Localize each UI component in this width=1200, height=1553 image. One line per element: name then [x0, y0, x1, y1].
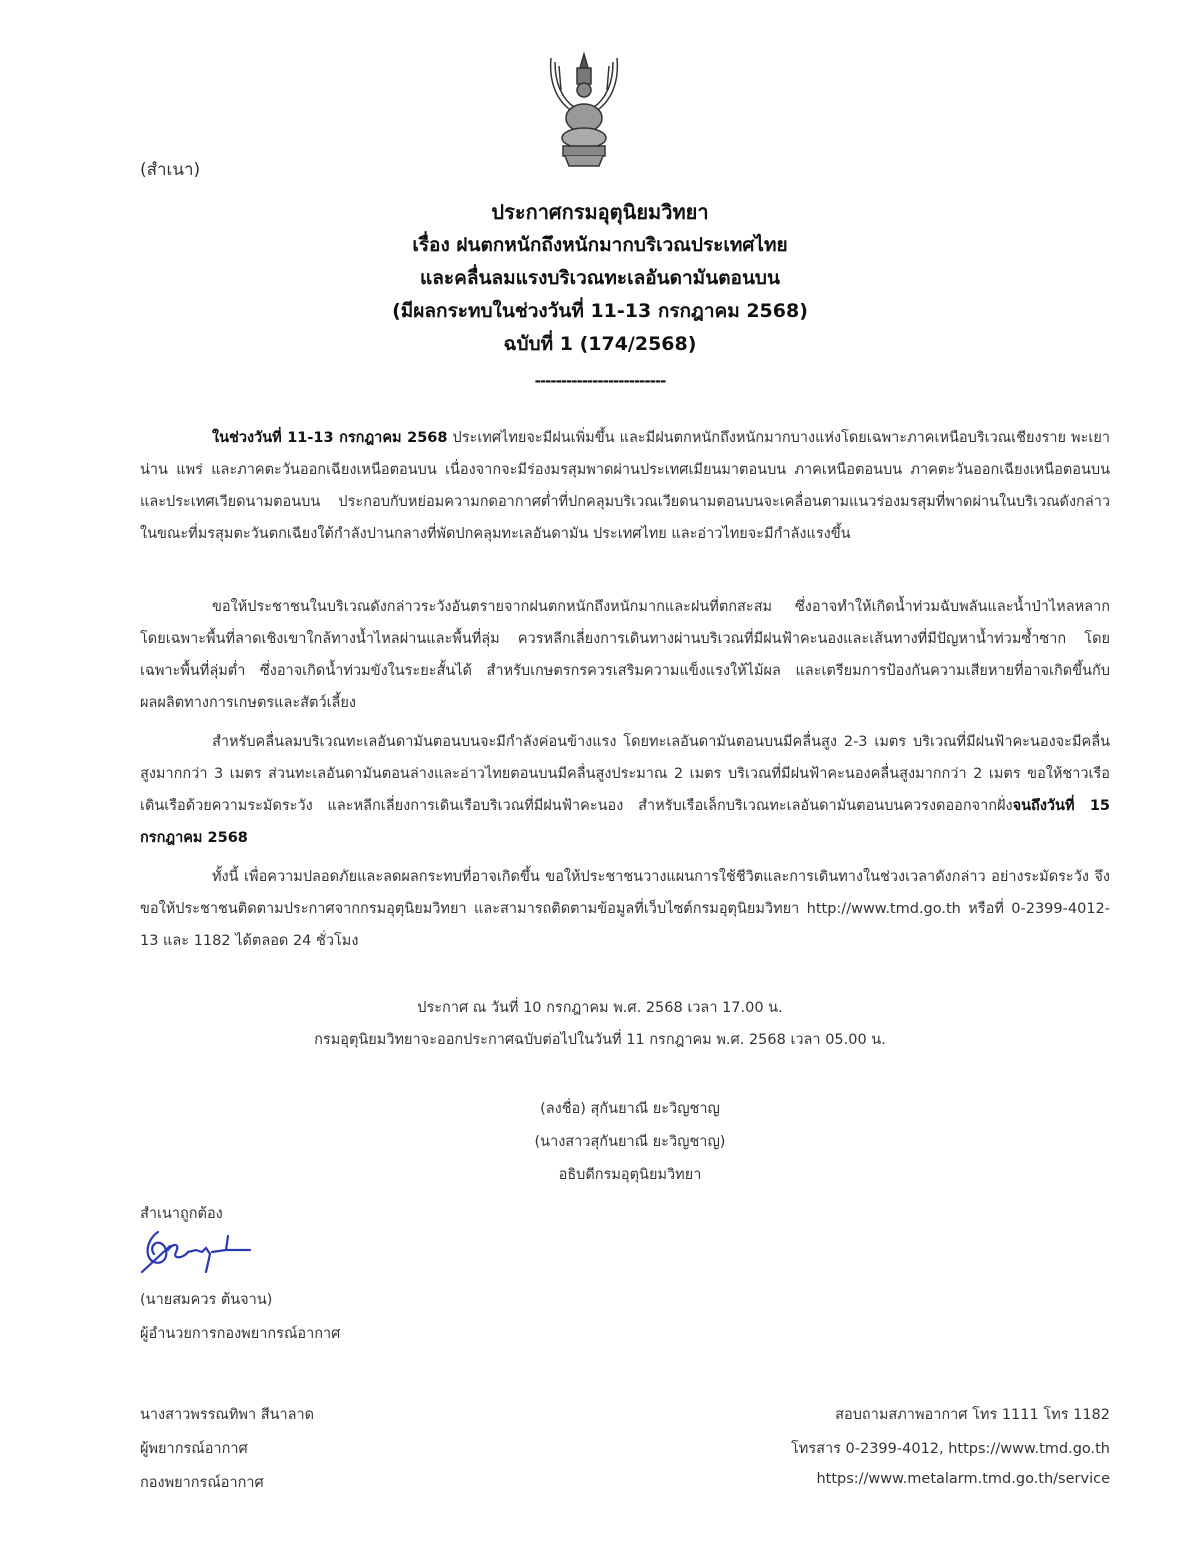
contact-fax-website: โทรสาร 0-2399-4012, https://www.tmd.go.th [791, 1441, 1110, 1457]
marine-until-date: จนถึงวันที่ 15 กรกฎาคม 2568 [140, 798, 1110, 846]
title-line-subject-2: และคลื่นลมแรงบริเวณทะเลอันดามันตอนบน [420, 267, 780, 289]
title-line-subject: เรื่อง ฝนตกหนักถึงหนักมากบริเวณประเทศไทย [412, 234, 788, 256]
signatory-signed: (ลงชื่อ) สุกันยาณี ยะวิญชาญ [540, 1101, 720, 1117]
forecast-period: ในช่วงวันที่ 11-13 กรกฎาคม 2568 [212, 430, 448, 446]
contact-metalarm-link[interactable]: https://www.metalarm.tmd.go.th/service [816, 1471, 1110, 1487]
signatory-name: (นางสาวสุกันยาณี ยะวิญชาญ) [534, 1134, 726, 1150]
certifier-position: ผู้อำนวยการกองพยากรณ์อากาศ [140, 1326, 341, 1342]
garuda-emblem-icon [545, 50, 623, 170]
title-line-period: (มีผลกระทบในช่วงวันที่ 11-13 กรกฎาคม 2568) [392, 300, 808, 322]
title-line-issue-number: ฉบับที่ 1 (174/2568) [503, 333, 697, 355]
contact-phone: สอบถามสภาพอากาศ โทร 1111 โทร 1182 [835, 1407, 1110, 1423]
certifier-name: (นายสมควร ต้นจาน) [140, 1292, 273, 1308]
paragraph-forecast: ในช่วงวันที่ 11-13 กรกฎาคม 2568 ประเทศไทยจะมีฝนเพิ่มขึ้น และมีฝนตกหนักถึงหนักมากบางแห่งโดยเฉพาะภาคเหนือบริเวณเชียงราย พะเยา น่าน แพร่ และภาคตะวันออกเฉียงเหนือตอนบน เนื่องจากจะมีร่องมรสุมพาดผ่านประเทศเมียนมาตอนบน ภาคเหนือตอนบน ภาคตะวันออกเฉียงเหนือตอนบน และประเทศเวียดนามตอนบน ประกอบกับหย่อมความกดอากาศต่ำที่ปกคลุมบริเวณเวียดนามตอนบนจะเคลื่อนตามแนวร่องมรสุมที่พาดผ่านในบริเวณดังกล่าว ในขณะที่มรสุมตะวันตกเฉียงใต้กำลังปานกลางที่พัดปกคลุมทะเลอันดามัน ประเทศไทย และอ่าวไทยจะมีกำลังแรงขึ้น [140, 430, 1110, 542]
signatory-position: อธิบดีกรมอุตุนิยมวิทยา [558, 1167, 702, 1183]
certified-copy-label: สำเนาถูกต้อง [140, 1206, 223, 1222]
forecaster-division: กองพยากรณ์อากาศ [140, 1475, 264, 1491]
copy-mark: (สำเนา) [140, 160, 201, 180]
announcement-title [0, 196, 1200, 361]
issued-date: ประกาศ ณ วันที่ 10 กรกฎาคม พ.ศ. 2568 เวลา 17.00 น. [417, 1000, 783, 1016]
paragraph-warning: ขอให้ประชาชนในบริเวณดังกล่าวระวังอันตรายจากฝนตกหนักถึงหนักมากและฝนที่ตกสะสม ซึ่งอาจทำให้เกิดน้ำท่วมฉับพลันและน้ำป่าไหลหลาก โดยเฉพาะพื้นที่ลาดเชิงเขาใกล้ทางน้ำไหลผ่านและพื้นที่ลุ่ม ควรหลีกเลี่ยงการเดินทางผ่านบริเวณที่มีฝนฟ้าคะนองและเส้นทางที่มีปัญหาน้ำท่วมซ้ำซาก โดยเฉพาะพื้นที่ลุ่มต่ำ ซึ่งอาจเกิดน้ำท่วมขังในระยะสั้นได้ สำหรับเกษตรกรควรเสริมความแข็งแรงให้ไม้ผล และเตรียมการป้องกันความเสียหายที่อาจเกิดขึ้นกับผลผลิตทางการเกษตรและสัตว์เลี้ยง [140, 599, 1110, 711]
paragraph-marine: สำหรับคลื่นลมบริเวณทะเลอันดามันตอนบนจะมีกำลังค่อนข้างแรง โดยทะเลอันดามันตอนบนมีคลื่นสูง 2-3 เมตร บริเวณที่มีฝนฟ้าคะนองจะมีคลื่นสูงมากกว่า 3 เมตร ส่วนทะเลอันดามันตอนล่างและอ่าวไทยตอนบนมีคลื่นสูงประมาณ 2 เมตร บริเวณที่มีฝนฟ้าคะนองคลื่นสูงมากกว่า 2 เมตร ขอให้ชาวเรือเดินเรือด้วยความระมัดระวัง และหลีกเลี่ยงการเดินเรือบริเวณที่มีฝนฟ้าคะนอง สำหรับเรือเล็กบริเวณทะเลอันดามันตอนบนควรงดออกจากฝั่งจนถึงวันที่ 15 กรกฎาคม 2568 [140, 734, 1110, 846]
title-line-agency: ประกาศกรมอุตุนิยมวิทยา [491, 200, 709, 224]
next-issue-note: กรมอุตุนิยมวิทยาจะออกประกาศฉบับต่อไปในวันที่ 11 กรกฎาคม พ.ศ. 2568 เวลา 05.00 น. [314, 1032, 886, 1048]
title-separator: ------------------------- [534, 372, 666, 390]
paragraph-advice: ทั้งนี้ เพื่อความปลอดภัยและลดผลกระทบที่อาจเกิดขึ้น ขอให้ประชาชนวางแผนการใช้ชีวิตและการเดินทางในช่วงเวลาดังกล่าว อย่างระมัดระวัง จึงขอให้ประชาชนติดตามประกาศจากกรมอุตุนิยมวิทยา และสามารถติดตามข้อมูลที่เว็บไซต์กรมอุตุนิยมวิทยา http://www.tmd.go.th หรือที่ 0-2399-4012-13 และ 1182 ได้ตลอด 24 ชั่วโมง [140, 869, 1110, 949]
forecaster-name: นางสาวพรรณทิพา สีนาลาด [140, 1407, 315, 1423]
handwritten-signature-icon [140, 1228, 260, 1278]
forecaster-position: ผู้พยากรณ์อากาศ [140, 1441, 248, 1457]
